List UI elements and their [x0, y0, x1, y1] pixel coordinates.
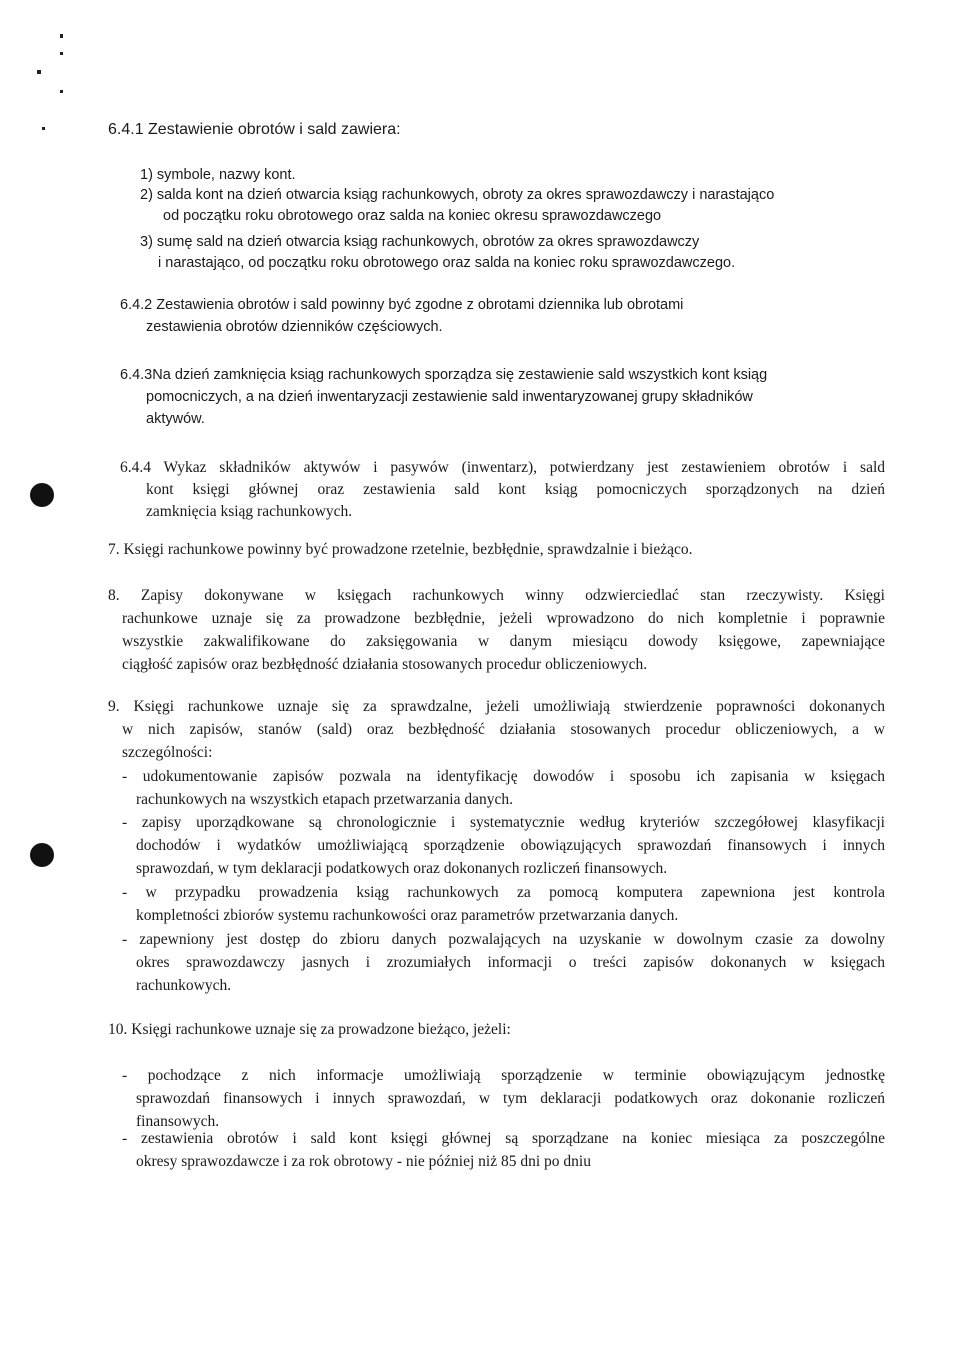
list-item: okresy sprawozdawcze i za rok obrotowy - nie później niż 85 dni po dniu: [136, 1153, 591, 1170]
list-item: rachunkowych na wszystkich etapach przetwarzania danych.: [136, 791, 513, 808]
text-line: 1) symbole, nazwy kont.: [140, 167, 296, 183]
scan-mark: [60, 34, 63, 38]
text-line: aktywów.: [146, 411, 205, 427]
text-line: zamknięcia ksiąg rachunkowych.: [146, 503, 353, 520]
text-line: 7. Księgi rachunkowe powinny być prowadzone rzetelnie, bezbłędnie, sprawdzalnie i bieżąco.: [108, 541, 693, 558]
text-line: 8. Zapisy dokonywane w księgach rachunkowych winny odzwierciedlać stan rzeczywisty. Księgi: [108, 587, 885, 604]
text-line: kont księgi głównej oraz zestawienia sald kont ksiąg pomocniczych sporządzonych na dzień: [146, 481, 885, 498]
list-item: sprawozdań finansowych i innych sprawozdań, w tym deklaracji podatkowych oraz dokonanie rozliczeń: [136, 1090, 885, 1107]
list-item: rachunkowych.: [136, 977, 232, 994]
list-item: - udokumentowanie zapisów pozwala na identyfikację dowodów i sposobu ich zapisania w księgach: [122, 768, 885, 785]
list-item: okres sprawozdawczy jasnych i zrozumiałych informacji o treści zapisów dokonanych w księgach: [136, 954, 885, 971]
text-line: i narastająco, od początku roku obrotowego oraz salda na koniec roku sprawozdawczego.: [158, 255, 736, 271]
list-item: - zapisy uporządkowane są chronologicznie i systematycznie według kryteriów szczegółowej klasyfikacji: [122, 814, 885, 831]
section-heading: 6.4.1 Zestawienie obrotów i sald zawiera:: [108, 121, 401, 138]
text-line: 10. Księgi rachunkowe uznaje się za prowadzone bieżąco, jeżeli:: [108, 1021, 511, 1038]
text-line: od początku roku obrotowego oraz salda na koniec okresu sprawozdawczego: [163, 208, 662, 224]
text-line: 6.4.2 Zestawienia obrotów i sald powinny być zgodne z obrotami dziennika lub obrotami: [120, 297, 684, 313]
text-line: w nich zapisów, stanów (sald) oraz bezbłędność działania stosowanych procedur obliczeniowych, a w: [122, 721, 885, 738]
list-item: - w przypadku prowadzenia ksiąg rachunkowych za pomocą komputera zapewniona jest kontrola: [122, 884, 885, 901]
text-line: 2) salda kont na dzień otwarcia ksiąg rachunkowych, obroty za okres sprawozdawczy i narastająco: [140, 187, 775, 203]
list-item: sprawozdań, w tym deklaracji podatkowych oraz dokonanych rozliczeń finansowych.: [136, 860, 668, 877]
list-item: - zapewniony jest dostęp do zbioru danych pozwalających na uzyskanie w dowolnym czasie za dowolny: [122, 931, 885, 948]
text-line: 3) sumę sald na dzień otwarcia ksiąg rachunkowych, obrotów za okres sprawozdawczy: [140, 234, 700, 250]
list-item: dochodów i wydatków umożliwiającą sporządzenie obowiązujących sprawozdań finansowych i innych: [136, 837, 885, 854]
scan-mark: [37, 70, 41, 74]
text-line: 6.4.4 Wykaz składników aktywów i pasywów (inwentarz), potwierdzany jest zestawieniem obrotów i sald: [120, 459, 885, 476]
text-line: 6.4.3Na dzień zamknięcia ksiąg rachunkowych sporządza się zestawienie sald wszystkich kont ksiąg: [120, 367, 768, 383]
binder-hole: [30, 843, 54, 867]
text-line: rachunkowe uznaje się za prowadzone bezbłędnie, jeżeli wprowadzono do nich kompletnie i poprawnie: [122, 610, 885, 627]
list-item: - zestawienia obrotów i sald kont księgi głównej są sporządzane na koniec miesiąca za poszczególne: [122, 1130, 885, 1147]
list-item: kompletności zbiorów systemu rachunkowości oraz parametrów przetwarzania danych.: [136, 907, 679, 924]
list-item: finansowych.: [136, 1113, 220, 1130]
scan-mark: [42, 127, 45, 130]
text-line: zestawienia obrotów dzienników częściowych.: [146, 319, 443, 335]
scan-mark: [60, 52, 63, 55]
text-line: 9. Księgi rachunkowe uznaje się za sprawdzalne, jeżeli umożliwiają stwierdzenie poprawności dokonanych: [108, 698, 885, 715]
text-line: szczególności:: [122, 744, 213, 761]
text-line: wszystkie zakwalifikowane do zaksięgowania w danym miesiącu dowody księgowe, zapewniające: [122, 633, 885, 650]
binder-hole: [30, 483, 54, 507]
scan-mark: [60, 90, 63, 93]
text-line: pomocniczych, a na dzień inwentaryzacji zestawienie sald inwentaryzowanej grupy składników: [146, 389, 753, 405]
list-item: - pochodzące z nich informacje umożliwiają sporządzenie w terminie obowiązującym jednostkę: [122, 1067, 885, 1084]
text-line: ciągłość zapisów oraz bezbłędność działania stosowanych procedur obliczeniowych.: [122, 656, 648, 673]
